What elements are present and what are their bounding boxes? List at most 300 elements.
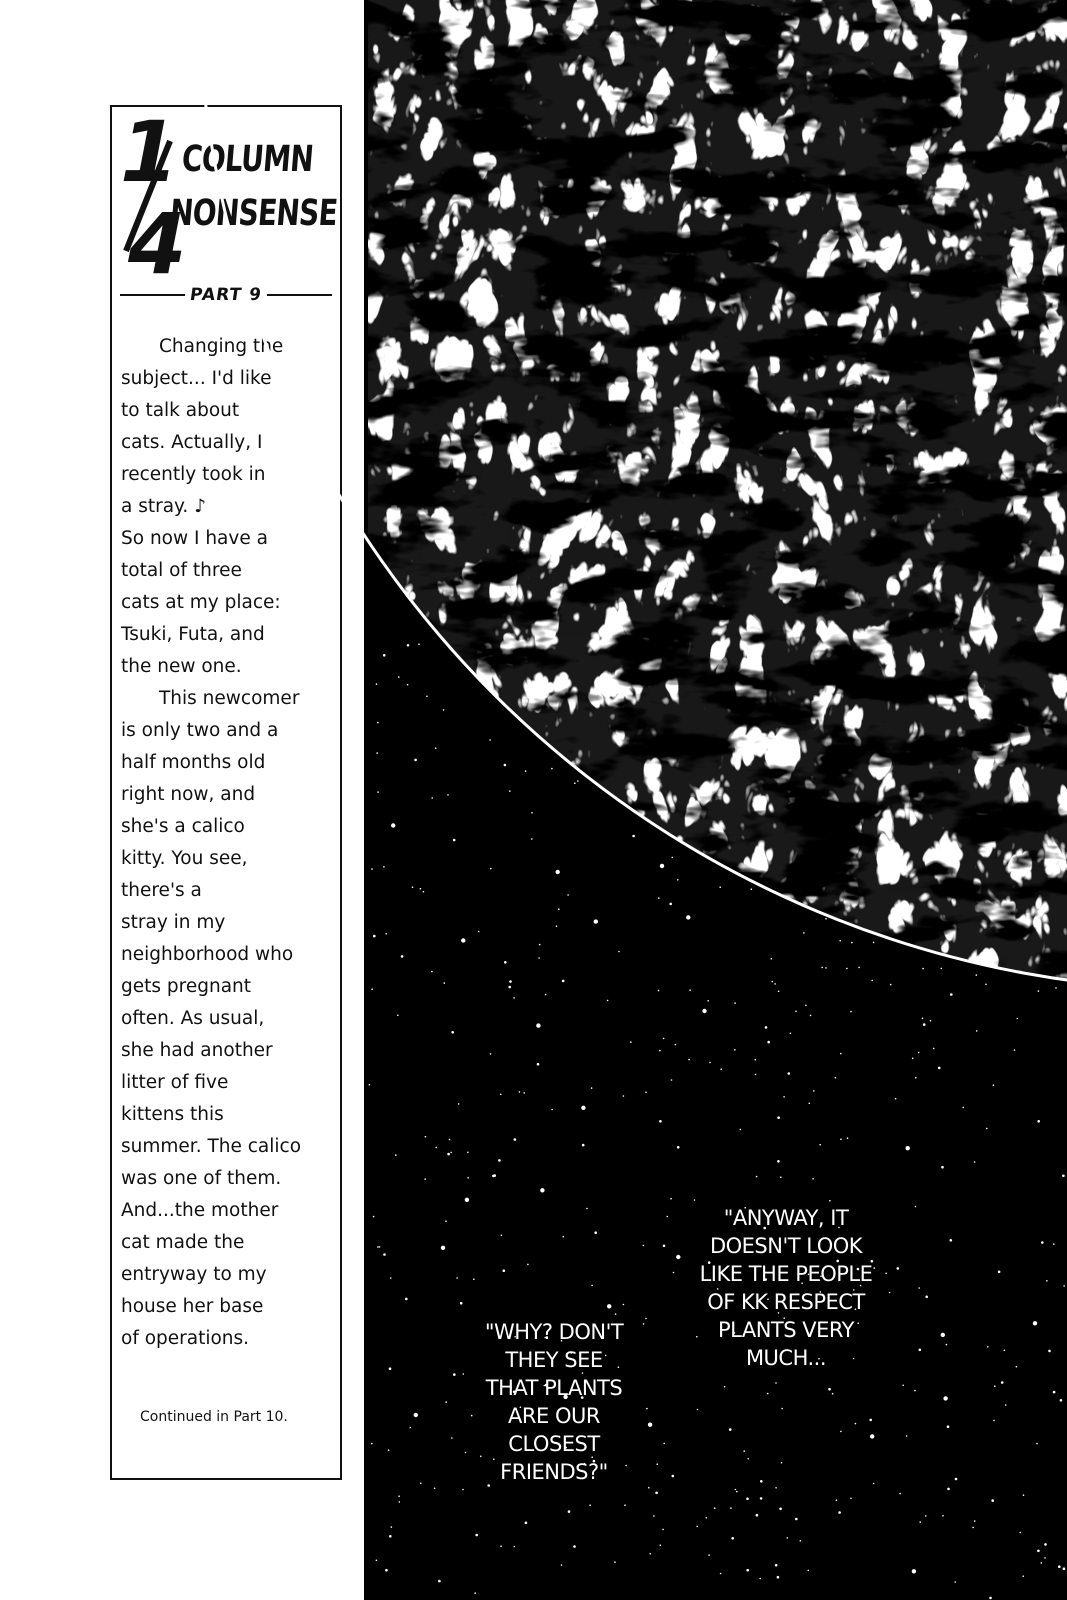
star — [1062, 1175, 1065, 1178]
star — [551, 768, 553, 770]
star — [405, 1298, 408, 1301]
star — [418, 643, 420, 645]
star — [589, 1504, 591, 1506]
star — [803, 932, 805, 934]
star — [431, 971, 433, 973]
star — [790, 1033, 792, 1035]
star — [840, 1431, 842, 1433]
star — [376, 683, 378, 685]
caption-line: LIKE THE PEOPLE — [699, 1262, 873, 1286]
star — [993, 1420, 995, 1422]
star — [1004, 1350, 1006, 1352]
star — [828, 1388, 831, 1391]
star — [812, 1178, 814, 1180]
star — [377, 1246, 379, 1248]
star — [1063, 1285, 1065, 1287]
star — [414, 759, 417, 762]
star — [1014, 1049, 1016, 1051]
star — [805, 1005, 807, 1007]
star — [475, 1534, 478, 1537]
star — [390, 1277, 392, 1279]
star — [747, 1458, 749, 1460]
star — [694, 1199, 696, 1201]
star — [671, 1079, 673, 1081]
star — [407, 684, 409, 686]
body-line: total of three — [121, 560, 242, 581]
star — [950, 993, 953, 996]
star — [840, 1053, 842, 1055]
star — [434, 1488, 436, 1490]
star — [504, 764, 507, 767]
star — [490, 868, 492, 870]
star — [775, 1564, 778, 1567]
body-line: cats. Actually, I — [121, 432, 263, 453]
star — [467, 1177, 469, 1179]
star — [607, 1000, 609, 1002]
star — [632, 835, 635, 838]
star — [946, 1344, 948, 1346]
star — [724, 1386, 726, 1388]
star — [551, 1109, 553, 1111]
star — [556, 870, 560, 874]
star — [813, 1090, 815, 1092]
star — [540, 1188, 544, 1192]
star — [947, 1488, 950, 1491]
star — [383, 1253, 386, 1256]
star — [539, 944, 541, 946]
star — [746, 1498, 749, 1501]
star — [371, 1443, 373, 1445]
star — [1001, 1381, 1004, 1384]
star — [1063, 1567, 1066, 1570]
star — [736, 1491, 738, 1493]
star — [618, 951, 620, 953]
star — [735, 1489, 737, 1491]
column-body — [121, 331, 337, 1355]
star — [1041, 1562, 1043, 1564]
body-line: of operations. — [121, 1328, 250, 1349]
star — [373, 1216, 375, 1218]
star — [1019, 1532, 1021, 1534]
star — [653, 1515, 655, 1517]
fraction-numerator: 1 — [120, 103, 179, 201]
star — [760, 1497, 763, 1500]
star — [385, 1569, 388, 1572]
star — [591, 1285, 593, 1287]
star — [954, 1581, 956, 1583]
body-line: she's a calico — [121, 816, 245, 837]
star — [424, 1178, 426, 1180]
star — [709, 1062, 711, 1064]
star — [899, 1493, 901, 1495]
star — [379, 1246, 381, 1248]
star — [918, 1287, 920, 1289]
star — [630, 1041, 632, 1043]
star — [1005, 1404, 1007, 1406]
star — [730, 1507, 732, 1509]
caption-line: MUCH... — [745, 1346, 827, 1370]
star — [734, 1049, 736, 1051]
star — [1038, 990, 1040, 992]
star — [623, 1095, 625, 1097]
star — [498, 1159, 501, 1162]
star — [438, 1580, 441, 1583]
star — [850, 1011, 852, 1013]
star — [615, 1313, 617, 1315]
star — [371, 988, 373, 990]
star — [943, 1396, 947, 1400]
star — [410, 1427, 412, 1429]
part-rule-right — [267, 294, 332, 296]
star — [697, 1409, 699, 1411]
star — [525, 770, 527, 772]
star — [696, 1526, 698, 1528]
star — [912, 1569, 916, 1573]
star — [420, 1483, 422, 1485]
body-line: was one of them. — [121, 1168, 282, 1189]
star — [919, 1521, 921, 1523]
star — [420, 888, 422, 890]
star — [955, 1478, 958, 1481]
body-line: cat made the — [121, 1232, 245, 1253]
star — [648, 1487, 650, 1489]
star — [441, 1246, 445, 1250]
star — [443, 709, 445, 711]
star — [582, 1144, 585, 1147]
star — [395, 1154, 397, 1156]
star — [778, 991, 780, 993]
star — [383, 654, 386, 657]
body-line: the new one. — [121, 656, 242, 677]
star — [858, 967, 860, 969]
star — [377, 722, 379, 724]
star — [873, 1483, 875, 1485]
body-line: kitty. You see, — [121, 848, 248, 869]
star — [645, 1092, 647, 1094]
star — [531, 838, 533, 840]
star — [623, 1304, 625, 1306]
star — [501, 1235, 503, 1237]
star — [829, 1200, 831, 1202]
star — [809, 1103, 811, 1105]
star — [660, 1544, 662, 1546]
star — [871, 980, 873, 982]
body-line: So now I have a — [121, 528, 268, 549]
star — [594, 919, 598, 923]
star — [401, 955, 404, 958]
star — [922, 1018, 924, 1020]
part-heading — [120, 283, 332, 307]
star — [672, 857, 674, 859]
star — [850, 1498, 852, 1500]
star — [1041, 1241, 1044, 1244]
star — [912, 1058, 914, 1060]
body-line: is only two and a — [121, 720, 279, 741]
star — [1023, 1494, 1025, 1496]
star — [686, 915, 690, 919]
star — [873, 942, 875, 944]
star — [536, 1023, 540, 1027]
star — [846, 968, 848, 970]
star — [994, 1385, 996, 1387]
star — [594, 1231, 597, 1234]
star — [800, 1540, 802, 1542]
star — [775, 1487, 777, 1489]
star — [1044, 1543, 1047, 1546]
star — [688, 1059, 690, 1061]
star — [456, 1277, 458, 1279]
star — [751, 888, 753, 890]
star — [556, 925, 558, 927]
caption-line: CLOSEST — [508, 1432, 600, 1456]
star — [976, 1030, 978, 1032]
body-line: there's a — [121, 880, 202, 901]
star — [473, 1278, 475, 1280]
star — [519, 1091, 521, 1093]
body-line: recently took in — [121, 464, 266, 485]
star — [774, 983, 776, 985]
star — [808, 1570, 810, 1572]
star — [1058, 1565, 1061, 1568]
body-line: Changing the — [159, 336, 284, 357]
star — [756, 1514, 759, 1517]
star — [839, 940, 841, 942]
star — [719, 886, 721, 888]
continued-note: Continued in Part 10. — [140, 1409, 288, 1425]
fraction-denominator: 4 — [128, 195, 187, 293]
star — [369, 1084, 371, 1086]
star — [677, 1146, 680, 1149]
star — [574, 782, 576, 784]
star — [614, 1561, 616, 1563]
star — [720, 1068, 722, 1070]
star — [941, 1166, 944, 1169]
star — [755, 1074, 757, 1076]
star — [771, 981, 773, 983]
star — [451, 1031, 454, 1034]
star — [649, 1553, 651, 1555]
star — [461, 938, 465, 942]
star — [509, 790, 511, 792]
star — [425, 1136, 427, 1138]
star — [819, 1144, 821, 1146]
body-line: cats at my place: — [121, 592, 281, 613]
star — [855, 1423, 857, 1425]
star — [775, 1382, 777, 1384]
star — [659, 1120, 662, 1123]
star — [373, 935, 376, 938]
title-nonsense-word: NONSENSE — [168, 193, 339, 234]
star — [655, 1492, 658, 1495]
star — [821, 967, 823, 969]
star — [1037, 1550, 1040, 1553]
star — [788, 1072, 791, 1075]
star — [451, 1437, 453, 1439]
star — [503, 1269, 506, 1272]
star — [989, 1597, 992, 1600]
star — [795, 1518, 798, 1521]
body-line: neighborhood who — [121, 944, 294, 965]
star — [783, 1096, 785, 1098]
star — [658, 897, 660, 899]
star — [567, 894, 569, 896]
star — [781, 1408, 783, 1410]
star — [460, 1302, 463, 1305]
star — [947, 1425, 950, 1428]
star — [902, 1385, 904, 1387]
star — [445, 1401, 447, 1403]
star — [581, 1106, 585, 1110]
star — [385, 933, 387, 935]
body-line: gets pregnant — [121, 976, 252, 997]
star — [777, 1576, 780, 1579]
star — [371, 868, 373, 870]
star — [986, 1128, 988, 1130]
star — [925, 1296, 928, 1299]
star — [942, 1515, 944, 1517]
star — [545, 994, 547, 996]
star — [870, 1434, 874, 1438]
star — [453, 839, 456, 842]
star — [974, 1161, 976, 1163]
title-column-word: COLUMN — [180, 139, 315, 180]
star — [514, 1546, 516, 1548]
star — [376, 752, 378, 754]
star — [669, 903, 672, 906]
star — [377, 791, 379, 793]
star — [962, 1107, 964, 1109]
star — [513, 997, 515, 999]
star — [767, 1041, 770, 1044]
star — [538, 957, 540, 959]
star — [465, 1198, 469, 1202]
star — [985, 984, 987, 986]
star — [391, 1526, 393, 1528]
star — [734, 1002, 736, 1004]
caption-line: OF KK RESPECT — [707, 1290, 865, 1314]
star — [398, 1495, 400, 1497]
star — [1060, 1399, 1063, 1402]
star — [810, 1015, 812, 1017]
star — [840, 1139, 842, 1141]
star — [1033, 1321, 1037, 1325]
star — [662, 1529, 664, 1531]
star — [1044, 1557, 1046, 1559]
star — [906, 1435, 908, 1437]
star — [706, 1517, 708, 1519]
star — [707, 1000, 709, 1002]
star — [523, 1092, 525, 1094]
star — [663, 1443, 665, 1445]
star — [435, 747, 437, 749]
star — [1017, 1018, 1019, 1020]
star — [412, 886, 414, 888]
caption-line: ARE OUR — [508, 1404, 600, 1428]
star — [787, 1537, 789, 1539]
star — [508, 986, 511, 989]
star — [1036, 1443, 1038, 1445]
caption-line: DOESN'T LOOK — [709, 1234, 863, 1258]
star — [586, 1208, 588, 1210]
star — [500, 1094, 502, 1096]
star — [643, 1245, 645, 1247]
star — [563, 1236, 565, 1238]
star — [771, 958, 773, 960]
star — [577, 780, 579, 782]
star — [450, 1152, 452, 1154]
star — [1055, 987, 1057, 989]
star — [825, 967, 827, 969]
body-line: often. As usual, — [121, 1008, 265, 1029]
star — [914, 1390, 916, 1392]
star — [795, 1011, 797, 1013]
star — [759, 1578, 761, 1580]
body-line: subject... I'd like — [121, 368, 272, 389]
star — [941, 968, 943, 970]
caption-line: PLANTS VERY — [718, 1318, 854, 1342]
star — [851, 942, 853, 944]
star — [832, 1393, 834, 1395]
star — [708, 1554, 710, 1556]
star — [1046, 1280, 1048, 1282]
star — [504, 961, 507, 964]
body-line: stray in my — [121, 912, 226, 933]
star — [509, 980, 512, 983]
body-line: right now, and — [121, 784, 256, 805]
star — [781, 1462, 783, 1464]
body-line: And...the mother — [121, 1200, 279, 1221]
star — [972, 1527, 974, 1529]
caption-line: "WHY? DON'T — [484, 1320, 624, 1344]
star — [467, 1152, 469, 1154]
star — [1053, 1243, 1055, 1245]
body-line: a stray. ♪ — [121, 496, 206, 517]
star — [765, 1026, 768, 1029]
body-line: Tsuki, Futa, and — [121, 624, 265, 645]
star — [1037, 1120, 1040, 1123]
star — [445, 1220, 447, 1222]
star — [489, 739, 491, 741]
column-box — [110, 105, 342, 1480]
star — [689, 989, 691, 991]
star — [835, 1077, 837, 1079]
star — [562, 980, 565, 983]
column-title — [112, 103, 340, 293]
star — [767, 1393, 769, 1395]
star — [658, 990, 660, 992]
star — [525, 1522, 528, 1525]
star — [444, 982, 446, 984]
star — [531, 812, 533, 814]
star — [527, 1264, 529, 1266]
star — [930, 1020, 932, 1022]
star — [731, 1537, 734, 1540]
star — [780, 1176, 782, 1178]
star — [993, 1084, 995, 1086]
star — [987, 1346, 989, 1348]
caption-why — [454, 1318, 654, 1486]
star — [922, 968, 924, 970]
star — [426, 696, 428, 698]
star — [399, 1501, 401, 1503]
star — [474, 1592, 476, 1594]
star — [398, 676, 400, 678]
star — [919, 1349, 922, 1352]
star — [915, 1077, 917, 1079]
part-rule-left — [120, 294, 185, 296]
body-line: litter of five — [121, 1072, 229, 1093]
star — [825, 918, 827, 920]
